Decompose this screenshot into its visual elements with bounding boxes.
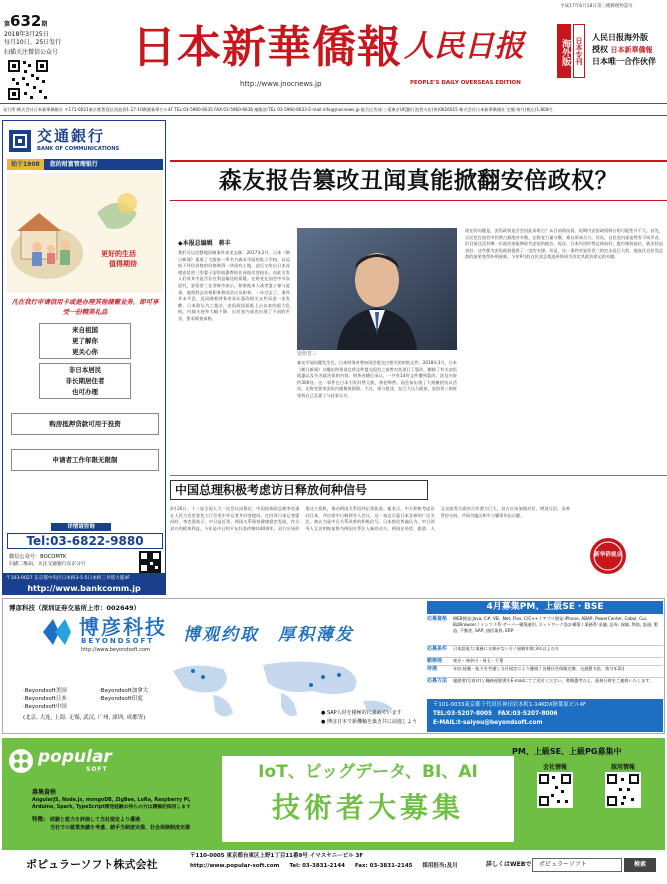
title-japan-huaqiao: 日本新華僑報 xyxy=(132,22,402,73)
popular-qr1-label: 会社情報 xyxy=(542,764,567,771)
popular-logo-icon xyxy=(8,748,34,774)
renmin-daily-title: 人民日报 xyxy=(404,29,524,64)
headline-bar xyxy=(170,160,667,162)
popular-ad[interactable] xyxy=(2,738,665,882)
popular-req-label: 募集資格 xyxy=(32,789,57,796)
popular-fax: Fax: 03-3831-2145 xyxy=(354,863,413,869)
popular-contact: 採用担当:及川 xyxy=(422,863,458,869)
lead-body-right: 现在的问题是，安倍政权是否会因此而垮台？从目前情况看，短期内安倍政权倒台的可能性并不大。首先，自民党在国会中仍然占据绝对多数，在野党力量分散，难以形成合力。其次，自民党内部虽然有不同声音，但目前还没有哪一位政治家能够取代安倍的地位。再次，日本经济形势总体向好，股市保持高位，就业状况良好，这些都为安倍政权提供了一定的支撑。但是，这一事件对安倍晋三的打击是巨大的，他连任自民党总裁的前景变得扑朔迷离。今年9月的自民党总裁选举将成为决定其政治命运的关键。 xyxy=(465,228,663,260)
popular-cond xyxy=(32,816,232,832)
bs-office-in: ·Beyondsoft印度 xyxy=(99,696,143,702)
popular-logo-sub: SOFT xyxy=(86,766,108,773)
bs-row-text: 履歴書(写真付)と職務経歴書をE-mailにてご送付ください。書類選考の上、面接日時をご連絡いたします。 xyxy=(453,678,654,683)
bs-office-ca: ·Beyondsoft加拿大 xyxy=(99,688,149,694)
popular-search-hint: 詳しくはWEBで xyxy=(486,861,532,868)
bs-row-label: 勤務地 xyxy=(427,658,443,664)
bs-recruit-row xyxy=(427,646,663,658)
popular-cond-line-2: 当社での就業実績を考慮、諸手当制度完備、社会保険制度完備 xyxy=(50,825,191,831)
second-body: 3月20日，十三届全国人大一次会议闭幕后，中国国务院总理李克强在人民大会堂金色大厅会见中外记者并回答提问。在回答日本记者提问时，李克强表示，中日是近邻，两国关系保持健康稳定发展，符合双方的根本利益。今年是中日和平友好条约缔结40周年，双方应该珍惜这个契机，推动两国关系回到正常轨道。他表示，中方积极考虑访问日本，并出席中日韩领导人会议。这一表态引起日本各界的广泛关注，被认为是中日关系改善的积极信号。日本舆论普遍认为，中日领导人互访的恢复将为两国关系注入新的动力。两国在经贸、旅游、人文交流等方面的合作潜力巨大，双方应该加强对话，增进互信，妥善管控分歧，共同为地区和平与繁荣作出贡献。 xyxy=(170,506,570,531)
lead-article xyxy=(170,120,667,473)
bs-motto: 博观约取 厚积薄发 xyxy=(183,625,354,645)
popular-search-box[interactable]: ポピュラーソフト xyxy=(532,858,622,872)
popular-search-button[interactable]: 検索 xyxy=(624,858,656,872)
bs-bullet-2: ● 博彦日本で新機軸を築き共に前進しよう xyxy=(321,719,417,725)
bs-office-jp: ·Beyondsoft日本 xyxy=(23,696,67,702)
abe-photo xyxy=(297,228,457,350)
popular-right-top: PM、上級SE、上級PG募集中 xyxy=(512,747,622,756)
bank-address: 〒103-0027 东京都中央区日本桥3-5-5日本桥三井塔大厦4F xyxy=(6,576,130,581)
bs-office-us: ·Beyondsoft美国 xyxy=(23,688,67,694)
bank-url[interactable]: http://www.bankcomm.jp xyxy=(27,584,141,593)
bank-menu-item-4[interactable]: 申请者工作年限无限制 xyxy=(11,449,159,471)
bank-footer xyxy=(3,573,165,595)
bank-logo-area xyxy=(7,127,163,155)
bs-logo-icon xyxy=(43,619,75,645)
popular-footer xyxy=(2,848,665,882)
issue-date: 2018年3月25日 xyxy=(4,31,49,38)
second-body-right xyxy=(632,506,667,592)
bank-name-en: BANK OF COMMUNICATIONS xyxy=(37,146,120,152)
photo-caption: 安倍晋三 xyxy=(297,351,318,357)
popular-cond-line-1: 経験と能力を評価して当社規定より優遇 xyxy=(50,817,141,823)
bs-recruit-table xyxy=(427,616,663,696)
popular-req-line-2: Arduino, Spark, TypeScript開発経験お持ちの方は積極的採用します xyxy=(32,805,191,810)
bs-row-text: 年収:経験・能力を考慮し当社規定により優遇 / 各種社会保険完備、交通費支給、賞与年2回 xyxy=(453,666,625,671)
bs-logo-cn: 博彦科技 xyxy=(79,615,167,639)
bank-logo-icon xyxy=(9,130,31,152)
bank-menu xyxy=(11,323,159,471)
bs-row-label: 応募資格 xyxy=(427,616,448,622)
bs-logo-en: BEYONDSOFT xyxy=(81,637,155,645)
bs-recruit-row xyxy=(427,658,663,666)
bs-row-text: 日本語能力:業務に支障がない方 / 経験年数:3年以上の方 xyxy=(453,646,559,651)
bs-bullet-1: ● SAP人材を積極的に求めています xyxy=(321,710,402,716)
popular-big-1: IoT、ビッグデータ、BI、AI xyxy=(258,762,478,782)
bs-row-label: 待遇 xyxy=(427,666,438,672)
lead-headline: 森友报告篡改丑闻真能掀翻安倍政权？ xyxy=(218,167,619,194)
bs-office-cn: ·Beyondsoft中国 xyxy=(23,704,67,710)
popular-cond-label: 特徴: xyxy=(32,817,46,823)
bs-row-label: 応募条件 xyxy=(427,646,448,652)
popular-req-line-1: AngularJS, Node.js, mongoDB, ZigBee, LoRa, Raspberry Pi, xyxy=(32,798,191,803)
scan-label: 扫描关注微信公众号 xyxy=(4,49,59,56)
issue-suffix: 期 xyxy=(41,21,48,28)
postal-note: 平成17年6月18日第三種郵便物認可 xyxy=(560,4,633,9)
issue-frequency: 每月10日、25日发行 xyxy=(4,39,62,46)
bs-offices-right xyxy=(99,687,148,703)
popular-qr2-label: 採用情報 xyxy=(610,764,635,771)
second-article xyxy=(170,475,667,595)
popular-address: 〒110-0005 東京都台東区上野1丁目11番9号 イマスヤニービル 3F xyxy=(190,853,364,859)
bank-qr-icon[interactable] xyxy=(139,551,161,573)
bank-strip xyxy=(7,159,163,170)
popular-contact-line xyxy=(190,862,458,871)
bs-row-text: 東京・神奈川・埼玉・千葉 xyxy=(453,658,504,663)
popular-big-2: 技術者大募集 xyxy=(271,791,464,824)
lead-byline: ◆本报总编辑 蒋丰 xyxy=(178,240,231,247)
bs-header: 博彦科技（深圳证券交易所上市：002649） xyxy=(9,604,141,612)
popular-web[interactable]: http://www.popular-soft.com xyxy=(190,863,280,869)
popular-tel[interactable]: Tel: 03-3831-2144 xyxy=(289,863,345,869)
bs-contact-tel[interactable]: TEL:03-5207-8005 FAX:03-5207-8006 xyxy=(433,711,558,717)
bank-slogan: 您的财富管理银行 xyxy=(44,159,163,170)
bank-gift-banner: 凡在我行申请信用卡或是办理其他储蓄业务，即可享受一份精美礼品 xyxy=(11,298,159,316)
bank-tel[interactable]: Tel:03-6822-9880 xyxy=(7,533,163,549)
bs-recruit-row xyxy=(427,666,663,678)
popular-qr1-icon[interactable] xyxy=(537,772,573,808)
viewpoint-stamp-text: 新华侨视点 xyxy=(594,552,622,558)
qr-code[interactable] xyxy=(6,58,50,102)
bs-recruit xyxy=(427,601,663,732)
popular-qr2-icon[interactable] xyxy=(605,772,641,808)
issue-prefix: 第 xyxy=(4,21,11,28)
partner-block xyxy=(592,32,667,68)
bs-recruit-header: 4月募集PM、上級SE・BSE xyxy=(427,601,663,614)
bs-row-text: WEB開発:Java, C#, VB, .Net, Flex, C/C++ / アプリ開発:iPhone, ABAP, PowerCenter, Cobol, Cui, BizBrowser / インフラ系:サーバー構築運用, ネットワーク設計構築 / 業務系:金融, 証券, 保険, 物流, 流通, 製造, 不動産, SAP, 通信業界, ERP xyxy=(453,616,658,633)
issue-number: 632 xyxy=(10,12,42,30)
bank-menu-item-2[interactable]: 非日本居民 非长期居住者 也可办理 xyxy=(39,363,131,399)
family-illustration xyxy=(7,173,163,293)
bs-cities: (北京, 大连, 上海, 无锡, 武汉, 广州, 深圳, 成都等) xyxy=(23,715,146,721)
bank-wechat: 微信公众号：BOCOMTK xyxy=(9,554,67,560)
bank-menu-item-1[interactable]: 来自祖国 更了解你 更关心你 xyxy=(39,323,131,359)
popular-logo xyxy=(8,744,128,778)
lead-body-mid: 森友学园问题发生后，日本财务省曾向国会提交过相关的审批文件。2018年3月，日本《朝日新闻》又曝出财务省在将文件提交国会之前曾对其进行了篡改，删除了有关安倍昭惠以及多名政治家的内容。财务省随后承认，一共有14份文件遭到篡改，涉及内容约300处。这一事件在日本引发轩然大波，舆论哗然。国会前出现了大规模的抗议活动，在野党要求安倍内阁集体辞职。不过，事与愿违，在巨大压力面前，安倍晋三始终坚持自己及妻子与此事无关。 xyxy=(297,360,457,398)
bs-url[interactable]: http://www.beyondsoft.com xyxy=(81,647,150,653)
overseas-badge: 海外版 xyxy=(557,24,571,78)
renmin-en: PEOPLE'S DAILY OVERSEAS EDITION xyxy=(410,80,521,86)
bank-menu-item-3[interactable]: 购房抵押贷款可用于投资 xyxy=(11,413,159,435)
bank-contact-label: 详情请咨询 xyxy=(51,523,111,531)
info-bar: 発行所:株式会社日本新華僑報社 〒171-0021東京都豊島区西池袋1-17-10創業新華ビル4F TEL:03-5960-6635 FAX:03-5960-6636 編集部:TEL 03-5960-6633 E-mail:info@jnocnews.jp 総合広告部:三菱東京UFJ銀行池袋支店(普)0616015 株式会社日本新華僑報社 定価:毎月(税込)1,800円 xyxy=(0,103,667,116)
lead-body-left: 我们可以完整地回顾事件来龙去脉：2017年2月，日本《朝日新闻》报道了大阪府一所名为森友学园的私立学校，以远低于评估价格的价格购得一块国有土地。此后又传出日本首相安倍晋三的妻子安倍昭惠曾担任该校名誉校长。由此引发人们对其中是否存在利益输送的质疑。在野党在国会中多次追究，安倍晋三在答辩中表示，如果他本人或者妻子参与此事，他将辞去首相职务和国会议员职务。一年过去了，事件并未平息，反而随着财务省承认篡改相关文件而进一步发酵，日本政坛为之震动，安倍政权面临上台以来的最大危机。内阁支持率大幅下降，自民党内部也出现了不同的声音，要求彻查真相。 xyxy=(178,250,290,321)
bs-recruit-row xyxy=(427,678,663,696)
popular-banner xyxy=(222,756,514,842)
second-headline: 中国总理积极考虑访日释放何种信号 xyxy=(170,480,428,500)
beyondsoft-ad[interactable] xyxy=(2,598,665,734)
partner-line1: 人民日报海外版 xyxy=(592,33,648,42)
issue-box xyxy=(4,14,94,57)
bank-wechat-note: 扫描二维码，关注交通银行东京分行 xyxy=(9,562,86,567)
bank-name: 交通銀行 xyxy=(37,127,106,145)
bank-tagline-1: 更好的生活 xyxy=(101,250,136,258)
bs-contact-email[interactable]: E-MAIL:t-saiyou@beyondsoft.com xyxy=(433,720,543,726)
bs-row-label: 応募方法 xyxy=(427,678,448,684)
website[interactable]: http://www.jnocnews.jp xyxy=(240,80,322,88)
popular-company: ポピュラーソフト株式会社 xyxy=(26,858,158,871)
bank-since: 始于1908 xyxy=(7,159,44,170)
bs-contact-address: 〒101-0033東京都千代田区神田岩本町1-14KDX秋葉原ビル4F xyxy=(433,702,587,708)
masthead xyxy=(0,0,667,117)
bank-tagline-2: 值得期待 xyxy=(109,260,137,268)
popular-logo-text: popular xyxy=(38,747,112,767)
bs-offices-left xyxy=(23,687,67,711)
japan-badge: 日本专刊 xyxy=(573,24,585,78)
popular-req xyxy=(32,788,232,811)
bank-ad[interactable] xyxy=(2,120,166,595)
bs-recruit-row xyxy=(427,616,663,646)
partner-line2: 授权 日本新華僑報 xyxy=(592,45,653,54)
bs-contact xyxy=(427,699,663,732)
partner-line3: 日本唯一合作伙伴 xyxy=(592,57,656,66)
headline-bar-bottom xyxy=(170,200,667,201)
